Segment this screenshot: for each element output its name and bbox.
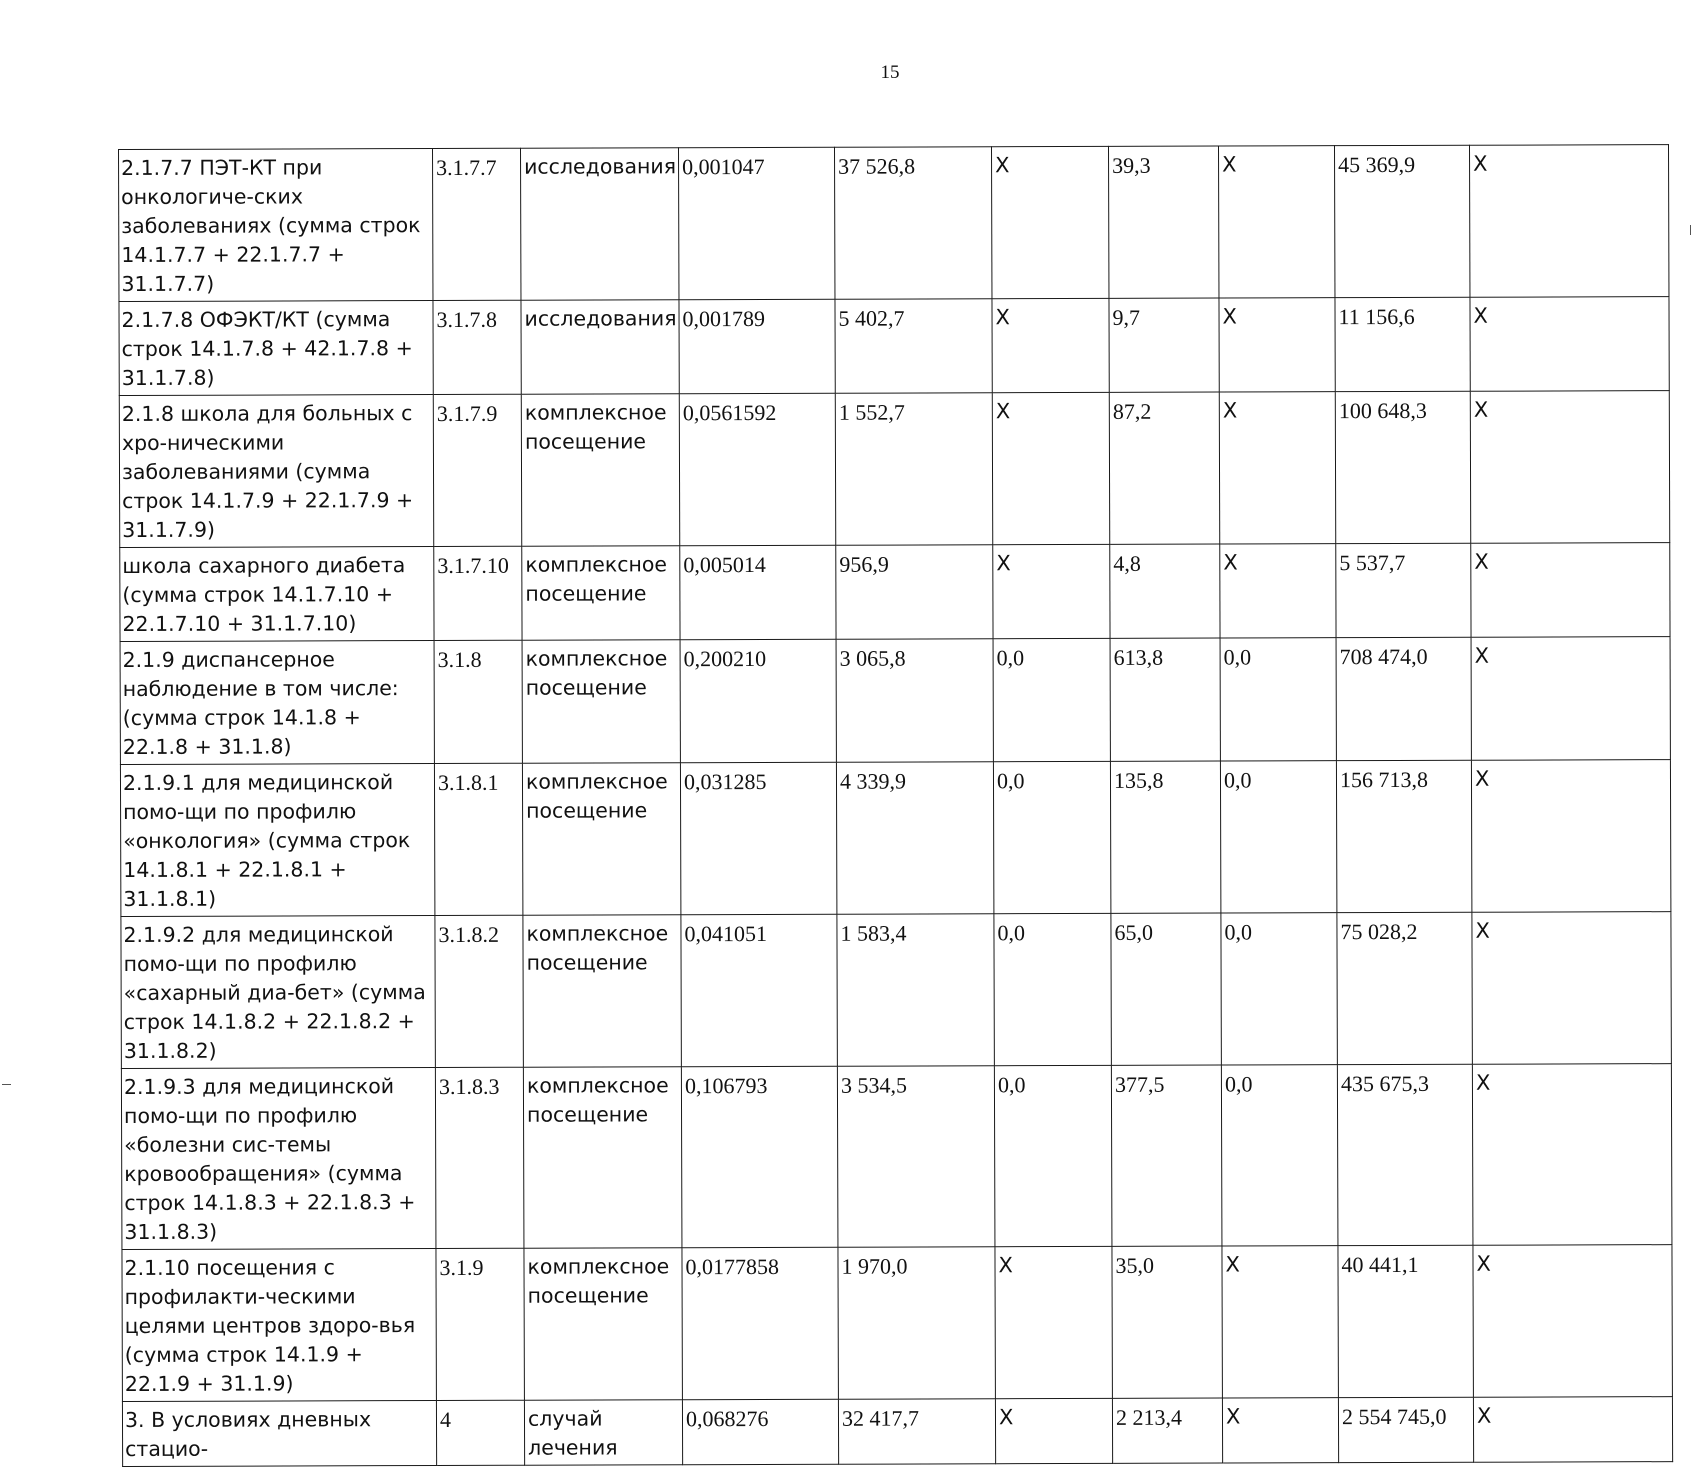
row-value: 4 339,9 (836, 762, 993, 914)
row-value: X (1469, 145, 1668, 298)
row-unit: исследования (520, 148, 678, 300)
page-number: 15 (880, 62, 900, 83)
row-value: 1 552,7 (835, 393, 992, 545)
row-code: 3.1.9 (436, 1248, 524, 1400)
row-value: 0,0 (993, 761, 1110, 913)
row-value: 0,068276 (682, 1399, 838, 1464)
row-value: X (993, 544, 1110, 638)
row-value: 0,0 (993, 638, 1110, 761)
row-value: 0,005014 (680, 545, 836, 639)
row-value: 956,9 (836, 545, 993, 639)
row-unit: комплексное посещение (521, 394, 679, 546)
row-value: X (991, 146, 1108, 298)
row-value: X (995, 1246, 1112, 1398)
row-value: 1 583,4 (837, 914, 994, 1066)
row-value: 9,7 (1109, 298, 1219, 392)
row-value: X (1219, 392, 1335, 544)
row-value: X (1471, 637, 1670, 761)
row-name: 2.1.9.3 для медицинской помо-щи по профилю «болезни сис-темы кровообращения» (сумма строк 14.1.8.3 + 22.1.8.3 + 31.1.8.3) (121, 1068, 436, 1250)
row-value: 0,031285 (680, 762, 836, 914)
row-value: X (995, 1398, 1112, 1463)
table-row (119, 145, 1669, 302)
row-code: 3.1.8 (434, 640, 522, 763)
row-value: 87,2 (1109, 392, 1219, 544)
row-value: 0,0177858 (682, 1247, 838, 1399)
row-value: X (1473, 1397, 1672, 1463)
row-code: 3.1.8.2 (435, 915, 523, 1067)
row-value: 35,0 (1112, 1246, 1222, 1398)
row-unit: комплексное посещение (522, 640, 680, 763)
row-value: 3 534,5 (837, 1066, 995, 1247)
row-code: 3.1.7.8 (433, 300, 521, 394)
row-value: 0,106793 (681, 1066, 838, 1247)
row-value: 0,0561592 (679, 393, 835, 545)
row-value: 0,0 (994, 913, 1111, 1065)
row-name: 2.1.9 диспансерное наблюдение в том числе: (сумма строк 14.1.8 + 22.1.8 + 31.1.8) (120, 641, 434, 765)
row-code: 3.1.7.7 (433, 148, 521, 300)
row-code: 3.1.7.10 (434, 546, 522, 640)
row-value: 0,0 (994, 1065, 1112, 1246)
row-value: 1 970,0 (838, 1247, 995, 1399)
row-value: X (992, 298, 1109, 392)
row-name: 2.1.7.7 ПЭТ-КТ при онкологиче-ских заболеваниях (сумма строк 14.1.7.7 + 22.1.7.7 + 31.1.7.7) (119, 149, 433, 302)
row-unit: исследования (521, 300, 679, 394)
row-value: 0,041051 (681, 914, 837, 1066)
table-row (122, 1245, 1672, 1402)
row-name: 2.1.9.1 для медицинской помо-щи по профилю «онкология» (сумма строк 14.1.8.1 + 22.1.8.1 + 31.1.8.1) (120, 764, 434, 917)
row-value: X (1471, 543, 1670, 638)
table-row (122, 1397, 1672, 1467)
scan-mark-left (2, 1084, 11, 1085)
row-value: 0,001789 (679, 299, 835, 393)
row-value: 39,3 (1108, 146, 1218, 298)
row-value: 5 402,7 (835, 299, 992, 393)
row-value: 156 713,8 (1336, 760, 1471, 912)
row-value: 435 675,3 (1337, 1064, 1473, 1245)
row-value: 0,0 (1220, 638, 1336, 761)
row-value: X (1470, 297, 1669, 392)
row-value: X (992, 392, 1109, 544)
row-value: 11 156,6 (1335, 297, 1470, 391)
row-value: 37 526,8 (834, 147, 991, 299)
row-value: 5 537,7 (1336, 543, 1471, 637)
row-value: X (1219, 298, 1335, 392)
row-value: 32 417,7 (838, 1399, 995, 1464)
row-name: 2.1.8 школа для больных с хро-ническими заболеваниями (сумма строк 14.1.7.9 + 22.1.7.9 + 31.1.7.9) (119, 395, 433, 548)
row-value: 100 648,3 (1335, 391, 1470, 543)
row-value: 65,0 (1111, 913, 1221, 1065)
row-name: 2.1.7.8 ОФЭКТ/КТ (сумма строк 14.1.7.8 + 42.1.7.8 + 31.1.7.8) (119, 301, 433, 396)
table-row (121, 1064, 1672, 1250)
row-value: 75 028,2 (1337, 912, 1472, 1064)
row-value: 708 474,0 (1336, 637, 1471, 760)
row-unit: комплексное посещение (522, 763, 680, 915)
row-value: 4,8 (1110, 544, 1220, 638)
row-code: 4 (436, 1400, 524, 1465)
row-name: 3. В условиях дневных стацио- (122, 1401, 436, 1467)
row-value: X (1472, 912, 1671, 1065)
row-value: X (1472, 1064, 1672, 1246)
row-value: 0,0 (1220, 761, 1336, 913)
scan-mark-right (1690, 225, 1691, 235)
row-value: X (1222, 1398, 1338, 1463)
row-code: 3.1.8.1 (434, 763, 522, 915)
row-value: 2 213,4 (1112, 1398, 1222, 1463)
row-code: 3.1.8.3 (435, 1067, 524, 1248)
row-name: 2.1.10 посещения с профилакти-ческими целями центров здоро-вья (сумма строк 14.1.9 + 22.1.9 + 31.1.9) (122, 1249, 436, 1402)
table-row (119, 297, 1669, 396)
row-code: 3.1.7.9 (433, 394, 521, 546)
row-value: 377,5 (1111, 1065, 1222, 1246)
row-value: 135,8 (1110, 761, 1220, 913)
row-name: 2.1.9.2 для медицинской помо-щи по профилю «сахарный диа-бет» (сумма строк 14.1.8.2 + 22.1.8.2 + 31.1.8.2) (121, 916, 435, 1069)
row-name: школа сахарного диабета (сумма строк 14.1.7.10 + 22.1.7.10 + 31.1.7.10) (120, 547, 434, 642)
row-value: X (1218, 146, 1334, 298)
row-value: 40 441,1 (1338, 1245, 1473, 1397)
table-row (120, 543, 1670, 642)
row-value: 2 554 745,0 (1338, 1397, 1473, 1462)
row-value: 0,200210 (680, 639, 836, 762)
row-value: 0,001047 (678, 147, 834, 299)
table-row (120, 760, 1670, 917)
row-value: X (1471, 760, 1670, 913)
row-value: 45 369,9 (1334, 145, 1469, 297)
tariff-table (118, 144, 1673, 1467)
row-unit: случай лечения (524, 1400, 682, 1465)
row-unit: комплексное посещение (523, 915, 681, 1067)
row-unit: комплексное посещение (523, 1067, 682, 1248)
table-row (120, 637, 1670, 765)
row-value: 613,8 (1110, 638, 1220, 761)
row-unit: комплексное посещение (522, 546, 680, 640)
row-value: X (1220, 544, 1336, 638)
table-row (121, 912, 1671, 1069)
table-row (119, 391, 1669, 548)
row-value: X (1473, 1245, 1672, 1398)
row-unit: комплексное посещение (524, 1248, 682, 1400)
row-value: 3 065,8 (836, 639, 993, 762)
row-value: 0,0 (1221, 913, 1337, 1065)
row-value: 0,0 (1221, 1065, 1338, 1246)
row-value: X (1470, 391, 1669, 544)
row-value: X (1222, 1246, 1338, 1398)
